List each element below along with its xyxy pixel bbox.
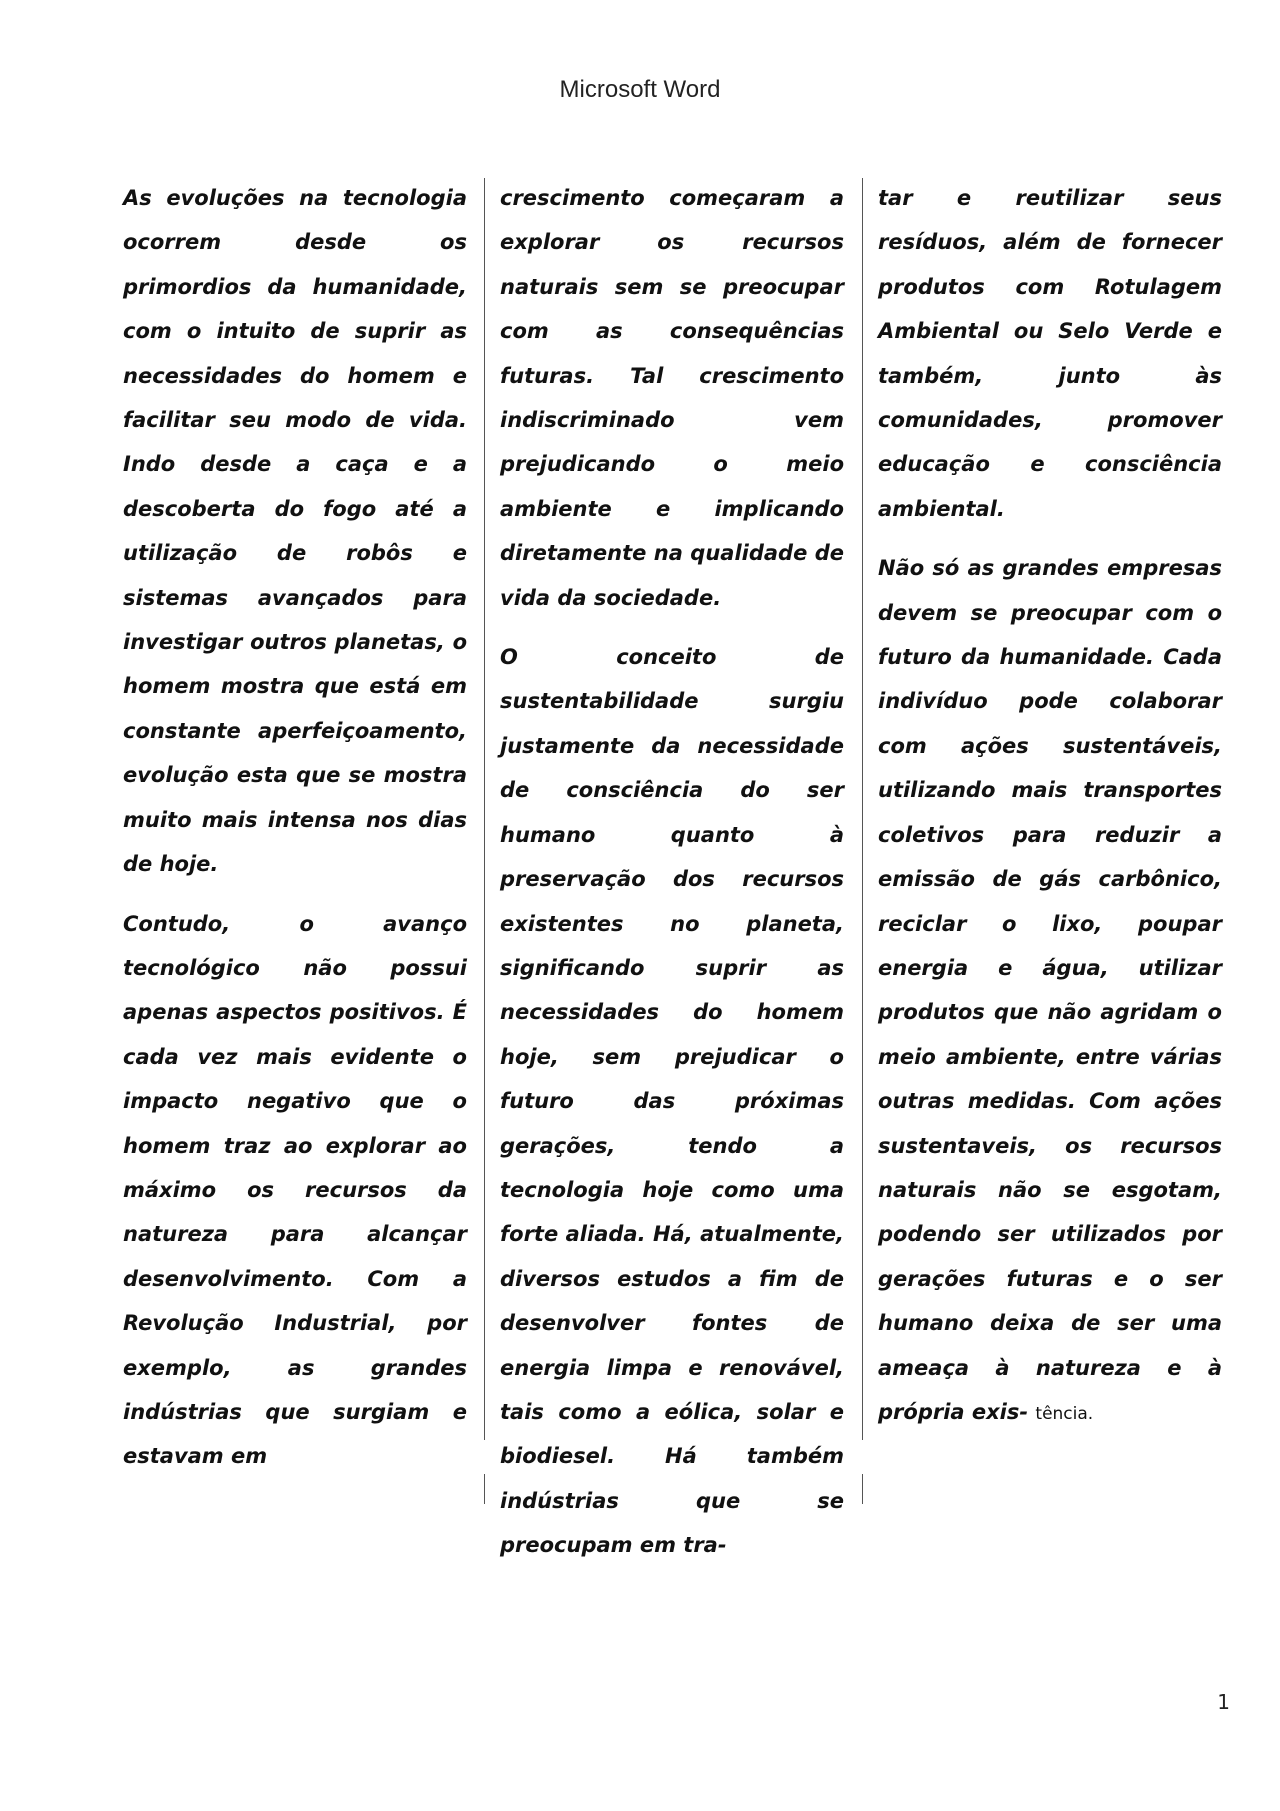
column-divider <box>484 178 485 1440</box>
column-divider <box>862 178 863 1440</box>
column-divider-stub <box>484 1474 485 1504</box>
text-column-2 <box>500 176 844 1558</box>
paragraph: O conceito de sustentabilidade surgiu justamente da necessidade de consciência do ser humano quanto à preservação dos recursos existentes no planeta, significando suprir as necessidades do homem hoje, sem prejudicar o futuro das próximas gerações, tendo a tecnologia hoje como uma forte aliada. Há, atualmente, diversos estudos a fim de desenvolver fontes de energia limpa e renovável, tais como a eólica, solar e biodiesel. Há também indústrias que se preocupam em tra- <box>500 645 844 1558</box>
text-column-3 <box>878 176 1222 1448</box>
paragraph: crescimento começaram a explorar os recursos naturais sem se preocupar com as consequências futuras. Tal crescimento indiscriminado vem prejudicando o meio ambiente e implicando diretamente na qualidade de vida da sociedade. <box>500 186 844 610</box>
page-number: 1 <box>1217 1690 1230 1714</box>
text-column-1 <box>123 176 467 1469</box>
column-divider-stub <box>862 1474 863 1504</box>
paragraph: tar e reutilizar seus resíduos, além de fornecer produtos com Rotulagem Ambiental ou Selo Verde e também, junto às comunidades, promover educação e consciência ambiental. <box>878 186 1222 521</box>
paragraph <box>878 546 1222 1436</box>
paragraph: As evoluções na tecnologia ocorrem desde os primordios da humanidade, com o intuito de suprir as necessidades do homem e facilitar seu modo de vida. Indo desde a caça e a descoberta do fogo até a utilização de robôs e sistemas avançados para investigar outros planetas, o homem mostra que está em constante aperfeiçoamento, evolução esta que se mostra muito mais intensa nos dias de hoje. <box>123 186 467 877</box>
paragraph-text: Não só as grandes empresas devem se preocupar com o futuro da humanidade. Cada indivíduo pode colaborar com ações sustentáveis, utilizando mais transportes coletivos para reduzir a emissão de gás carbônico, reciclar o lixo, poupar energia e água, utilizar produtos que não agridam o meio ambiente, entre várias outras medidas. Com ações sustentaveis, os recursos naturais não se esgotam, podendo ser utilizados por gerações futuras e o ser humano deixa de ser uma ameaça à natureza e à própria exis- <box>878 556 1222 1424</box>
paragraph: Contudo, o avanço tecnológico não possui apenas aspectos positivos. É cada vez mais evidente o impacto negativo que o homem traz ao explorar ao máximo os recursos da natureza para alcançar desenvolvimento. Com a Revolução Industrial, por exemplo, as grandes indústrias que surgiam e estavam em <box>123 911 467 1469</box>
paragraph-end-fragment: tência. <box>1035 1403 1094 1424</box>
document-header: Microsoft Word <box>559 76 721 103</box>
